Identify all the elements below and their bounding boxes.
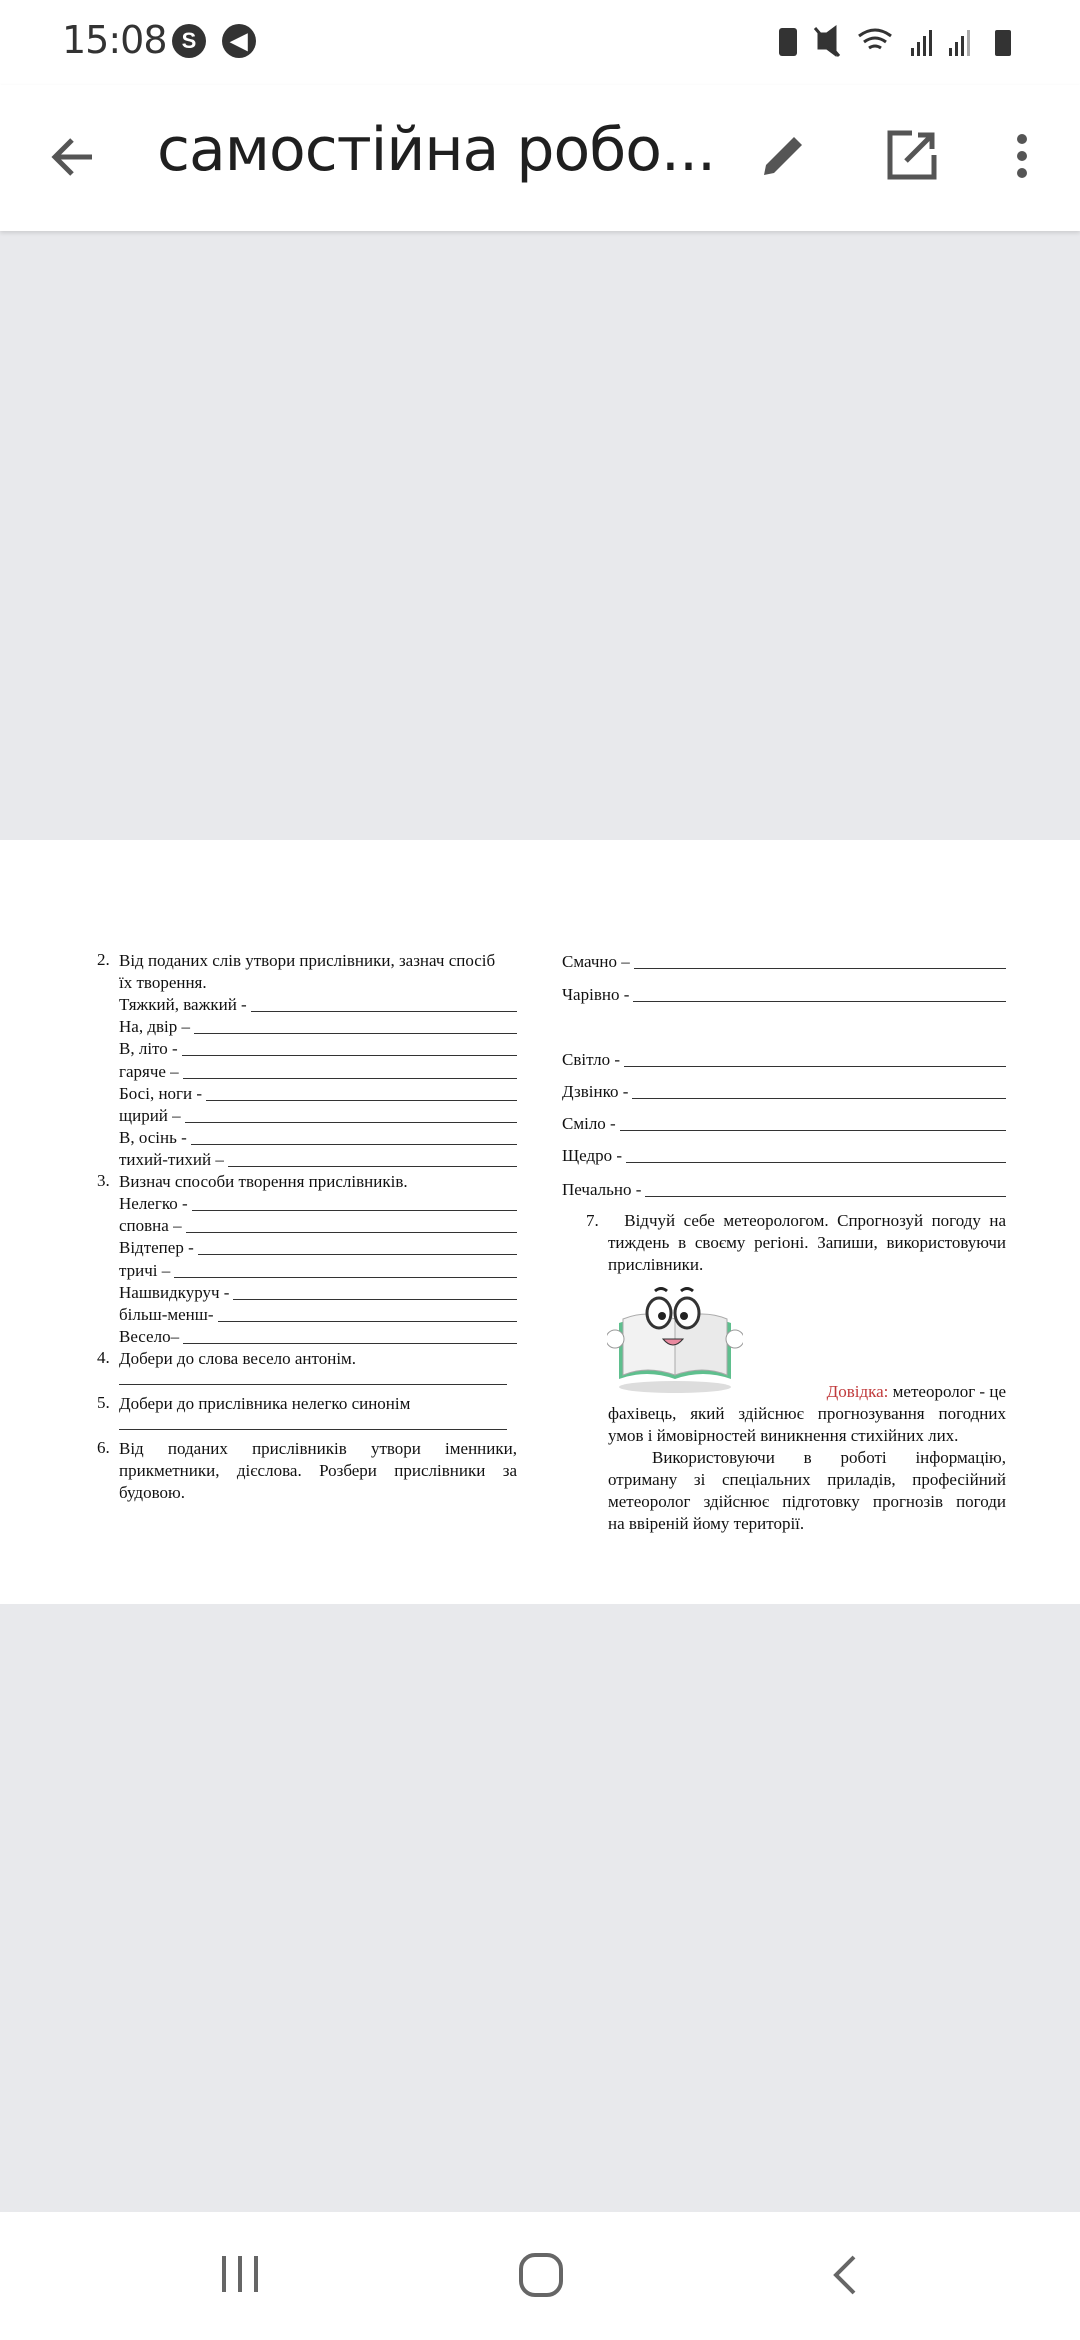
text-line: Від поданих прислівників утвори іменники, (119, 1439, 517, 1458)
question-text: Добери до слова весело антонім. (119, 1349, 357, 1368)
question-text: їх творення. (119, 973, 207, 992)
blank-item (119, 1016, 517, 1038)
answer-blank[interactable] (174, 1260, 517, 1278)
megaphone-icon: ◀ (222, 24, 256, 58)
blank-item (119, 1260, 517, 1282)
document-title: самостійна робо... (157, 115, 716, 185)
item-label: Відтепер - (119, 1238, 194, 1258)
blank-item (119, 1326, 517, 1348)
blank-item (119, 1149, 517, 1171)
status-icons (775, 24, 1015, 60)
home-icon[interactable] (518, 2252, 564, 2298)
text-line: фахівець, який здійснює прогнозування погодних (608, 1404, 1006, 1423)
status-bar (0, 0, 1080, 85)
item-label: На, двір – (119, 1017, 190, 1037)
question-number: 3. (97, 1171, 110, 1190)
app-toolbar (0, 85, 1080, 231)
blank-item (562, 1049, 1006, 1071)
s-app-icon: S (172, 24, 206, 58)
answer-blank[interactable] (233, 1282, 517, 1300)
blank-item (562, 1113, 1006, 1135)
answer-blank[interactable] (192, 1193, 517, 1211)
note-text (608, 1447, 1006, 1513)
question-number: 2. (97, 950, 110, 969)
question-7 (586, 1210, 1006, 1232)
answer-blank[interactable] (620, 1113, 1006, 1131)
item-label: Сміло - (562, 1114, 616, 1133)
text-line: прислівники. (608, 1255, 704, 1274)
back-icon[interactable] (830, 2254, 860, 2296)
text-line: будовою. (119, 1483, 185, 1502)
note-label: Довідка: (826, 1382, 889, 1401)
text-line: тиждень в своєму регіоні. Запиши, використовуючи (608, 1233, 1006, 1252)
blank-item (562, 984, 1006, 1006)
answer-blank[interactable] (645, 1179, 1006, 1197)
system-nav-bar (0, 2212, 1080, 2340)
answer-blank[interactable] (218, 1304, 517, 1322)
wifi-icon (859, 30, 891, 48)
text-line: Використовуючи в роботі інформацію, (652, 1448, 1006, 1467)
item-label: В, літо - (119, 1039, 178, 1059)
back-arrow-icon[interactable] (48, 132, 98, 182)
question-text (608, 1232, 1006, 1254)
item-label: Босі, ноги - (119, 1083, 203, 1103)
blank-item (119, 1237, 517, 1259)
answer-blank[interactable] (186, 1215, 517, 1233)
answer-blank[interactable] (194, 1016, 517, 1034)
answer-blank[interactable] (632, 1081, 1006, 1099)
question-number: 4. (97, 1348, 110, 1367)
item-label: більш-менш- (119, 1305, 214, 1324)
answer-blank[interactable] (198, 1237, 517, 1255)
answer-blank[interactable] (228, 1149, 517, 1167)
answer-blank[interactable] (183, 1061, 517, 1079)
text-line: умов і ймовірностей виникнення стихійних лих. (608, 1426, 959, 1445)
question-number: 6. (97, 1438, 110, 1457)
text-line: отриману зі спеціальних приладів, професійний (608, 1470, 1006, 1489)
answer-blank[interactable] (183, 1326, 517, 1344)
item-label: Тяжкий, важкий - (119, 995, 247, 1014)
text-line: на ввіреній йому території. (608, 1514, 805, 1533)
item-label: Нелегко - (119, 1194, 188, 1213)
text-line: метеоролог - це (892, 1382, 1006, 1401)
battery-icon (995, 30, 1011, 56)
question-number: 5. (97, 1393, 110, 1412)
item-label: Весело– (119, 1327, 180, 1347)
clock: 15:08 (62, 18, 167, 62)
blank-item (119, 1061, 517, 1083)
answer-line (119, 1417, 507, 1430)
item-label: щирий – (119, 1106, 181, 1125)
answer-blank[interactable] (182, 1038, 517, 1056)
answer-blank[interactable] (185, 1105, 517, 1123)
blank-item (119, 1083, 517, 1105)
item-label: Смачно – (562, 952, 630, 971)
blank-item (119, 1282, 517, 1304)
signal-icon (949, 30, 970, 56)
item-label: Щедро - (562, 1146, 623, 1165)
question-text: Визнач способи творення прислівників. (119, 1172, 408, 1191)
item-label: тричі – (119, 1260, 171, 1280)
item-label: Нашвидкуруч - (119, 1282, 230, 1302)
note-text (608, 1403, 1006, 1425)
signal-icon (911, 30, 932, 56)
text-line: прикметники, дієслова. Розбери прислівники за (119, 1461, 517, 1480)
question-text: Добери до прислівника нелегко синонім (119, 1394, 411, 1413)
mute-icon (815, 28, 839, 56)
blank-item (119, 1127, 517, 1149)
battery-saver-icon (779, 28, 797, 56)
blank-item (119, 1038, 517, 1060)
question-text (119, 1438, 517, 1482)
answer-blank[interactable] (626, 1145, 1006, 1163)
item-label: Дзвінко - (562, 1082, 629, 1101)
item-label: сповна – (119, 1216, 182, 1236)
recent-apps-icon[interactable] (219, 2254, 261, 2294)
blank-item (562, 1179, 1006, 1201)
item-label: тихий-тихий – (119, 1150, 224, 1170)
edit-pencil-icon[interactable] (758, 129, 810, 181)
answer-blank[interactable] (634, 951, 1006, 969)
answer-blank[interactable] (624, 1049, 1006, 1067)
answer-line (119, 1372, 507, 1385)
item-label: В, осінь - (119, 1128, 187, 1148)
text-line: метеоролог здійснює підготовку прогнозів погоди (608, 1492, 1006, 1511)
answer-blank[interactable] (251, 994, 517, 1012)
blank-item (119, 1304, 517, 1326)
question-text: Від поданих слів утвори прислівники, зазнач спосіб (119, 951, 496, 970)
item-label: Чарівно - (562, 985, 630, 1004)
blank-item (119, 1215, 517, 1237)
blank-item (562, 951, 1006, 973)
answer-blank[interactable] (191, 1127, 517, 1145)
blank-item (562, 1081, 1006, 1103)
item-label: Печально - (562, 1180, 642, 1199)
note-first-line (608, 1381, 1006, 1403)
more-options-icon[interactable] (1010, 131, 1034, 181)
answer-blank[interactable] (633, 984, 1006, 1002)
item-label: Світло - (562, 1050, 620, 1069)
blank-item (119, 994, 517, 1016)
document-page (0, 840, 1080, 1604)
answer-blank[interactable] (206, 1083, 517, 1101)
open-external-icon[interactable] (886, 129, 938, 181)
book-mascot-illustration (607, 1283, 743, 1395)
blank-item (562, 1145, 1006, 1167)
item-label: гаряче – (119, 1061, 179, 1081)
blank-item (119, 1105, 517, 1127)
blank-item (119, 1193, 517, 1215)
text-line: 7. Відчуй себе метеорологом. Спрогнозуй погоду на (586, 1211, 1007, 1230)
